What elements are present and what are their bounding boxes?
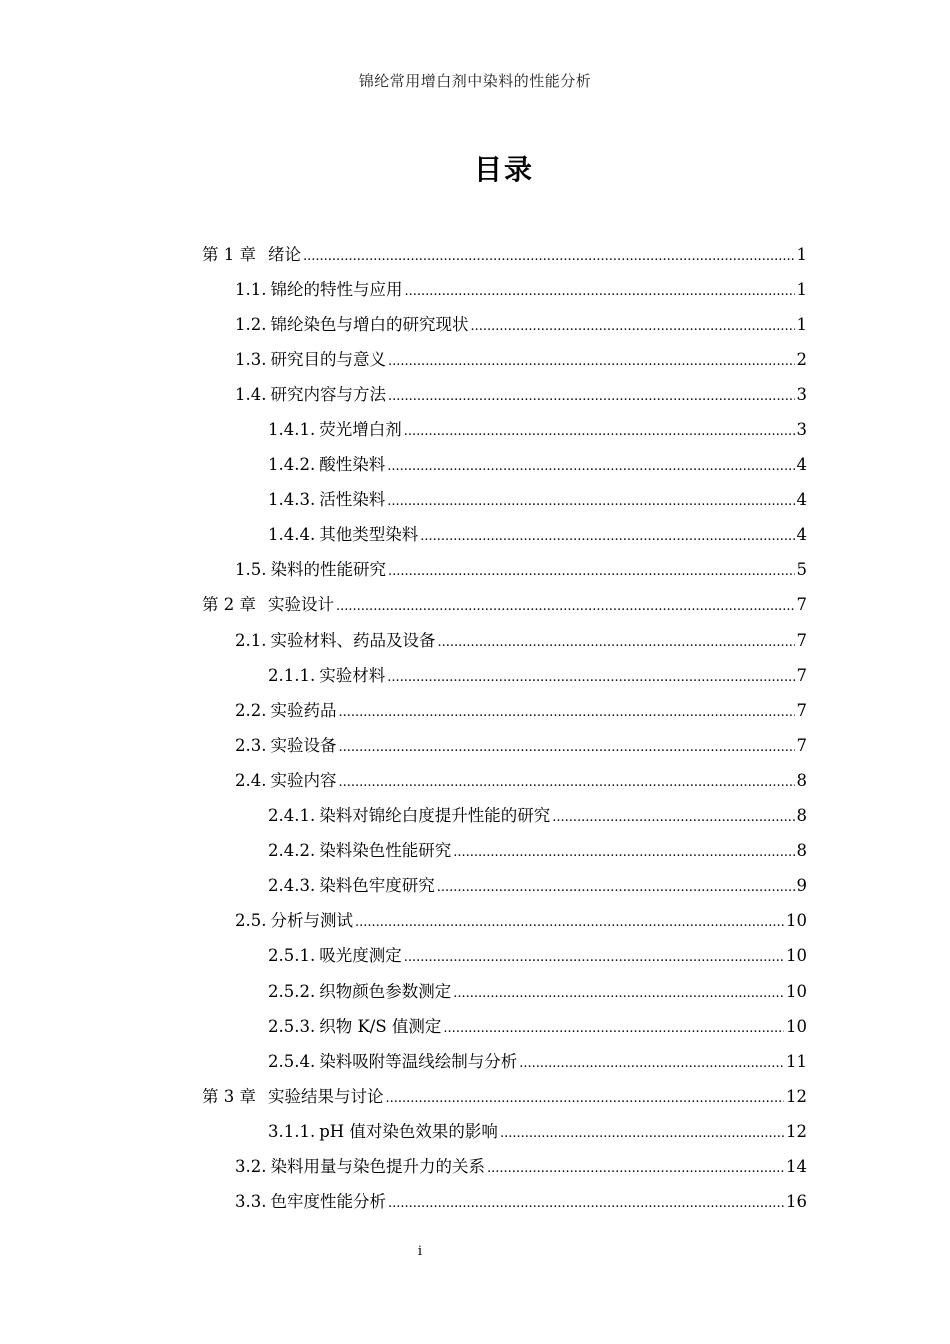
toc-entry-page: 4: [796, 455, 807, 475]
toc-entry[interactable]: [0, 1183, 950, 1218]
toc-entry-text: 实验设计: [268, 595, 334, 615]
toc-entry-line: [268, 416, 807, 440]
toc-dot-leader: [386, 1091, 785, 1106]
toc-entry[interactable]: [0, 1042, 950, 1077]
toc-entry[interactable]: [0, 832, 950, 867]
toc-entry[interactable]: [0, 270, 950, 305]
toc-entry[interactable]: [0, 340, 950, 375]
toc-dot-leader: [519, 1056, 784, 1071]
toc-entry[interactable]: [0, 446, 950, 481]
toc-dot-leader: [443, 1021, 784, 1036]
toc-entry-number: 2.4.3.: [268, 876, 316, 896]
toc-dot-leader: [387, 459, 794, 474]
toc-entry-page: 4: [796, 525, 807, 545]
toc-entry-label: [268, 837, 451, 861]
toc-entry-label: [268, 1048, 517, 1072]
toc-entry[interactable]: [0, 797, 950, 832]
toc-dot-leader: [355, 915, 784, 930]
toc-entry[interactable]: [0, 761, 950, 796]
toc-dot-leader: [404, 424, 795, 439]
toc-entry-label: [235, 732, 337, 756]
toc-entry[interactable]: [0, 1007, 950, 1042]
toc-entry[interactable]: [0, 972, 950, 1007]
toc-entry-line: [235, 1153, 807, 1177]
toc-entry-text: 实验设备: [270, 735, 337, 755]
toc-entry[interactable]: [0, 726, 950, 761]
toc-entry-page: 1: [796, 244, 807, 264]
toc-entry-label: [235, 627, 436, 651]
toc-entry-label: [268, 872, 435, 896]
toc-entry-line: [235, 1188, 807, 1212]
toc-entry-number: 2.4.2.: [268, 841, 316, 861]
table-of-contents: [0, 235, 950, 1218]
toc-dot-leader: [471, 319, 795, 334]
toc-dot-leader: [387, 494, 794, 509]
toc-entry-text: 实验结果与讨论: [268, 1086, 384, 1106]
toc-entry-line: [235, 697, 807, 721]
toc-entry-number: 2.4.1.: [268, 806, 316, 826]
toc-entry-text: 染料染色性能研究: [319, 841, 452, 861]
toc-entry-label: [202, 241, 301, 265]
toc-entry-page: 7: [796, 700, 807, 720]
toc-entry-page: 2: [796, 349, 807, 369]
toc-entry-number: 1.4.4.: [268, 525, 316, 545]
toc-entry-page: 12: [786, 1121, 807, 1141]
toc-entry-number: 1.4.1.: [268, 420, 316, 440]
toc-dot-leader: [453, 986, 784, 1001]
toc-entry-line: [235, 276, 807, 300]
toc-entry-number: 3.1.1.: [268, 1121, 316, 1141]
toc-entry-text: 研究目的与意义: [270, 349, 386, 369]
running-header: 锦纶常用增白剂中染料的性能分析: [358, 72, 592, 90]
toc-entry[interactable]: [0, 937, 950, 972]
toc-dot-leader: [438, 635, 795, 650]
toc-entry-page: 1: [796, 314, 807, 334]
toc-entry-page: 8: [796, 770, 807, 790]
toc-dot-leader: [437, 880, 795, 895]
toc-entry-label: [235, 767, 337, 791]
toc-entry-text: 锦纶的特性与应用: [270, 279, 403, 299]
toc-entry-label: [235, 346, 386, 370]
toc-entry-label: [235, 1153, 485, 1177]
toc-entry-page: 3: [796, 384, 807, 404]
toc-entry-page: 11: [786, 1051, 807, 1071]
toc-entry[interactable]: [0, 1112, 950, 1147]
toc-dot-leader: [339, 705, 795, 720]
toc-dot-leader: [388, 389, 795, 404]
toc-entry-line: [268, 837, 807, 861]
toc-entry-page: 7: [796, 595, 807, 615]
toc-dot-leader: [552, 810, 794, 825]
toc-entry-text: 染料用量与染色提升力的关系: [270, 1156, 485, 1176]
toc-entry-label: [235, 907, 353, 931]
toc-entry-page: 8: [796, 841, 807, 861]
toc-dot-leader: [404, 950, 784, 965]
toc-dot-leader: [339, 740, 795, 755]
toc-entry-label: [235, 697, 337, 721]
toc-entry-label: [268, 486, 385, 510]
toc-entry-label: [268, 802, 550, 826]
toc-entry-number: 2.5.2.: [268, 981, 316, 1001]
toc-dot-leader: [487, 1161, 784, 1176]
toc-entry-number: 3.3.: [235, 1192, 267, 1212]
toc-entry-number: 2.1.: [235, 630, 267, 650]
toc-dot-leader: [336, 599, 795, 614]
toc-entry-text: 其他类型染料: [319, 525, 419, 545]
toc-dot-leader: [420, 529, 794, 544]
toc-entry-label: [235, 311, 469, 335]
page-number: i: [417, 1244, 423, 1259]
toc-entry-page: 3: [796, 420, 807, 440]
toc-entry-text: 色牢度性能分析: [270, 1192, 386, 1212]
toc-entry-page: 10: [786, 981, 807, 1001]
toc-entry-line: [268, 451, 807, 475]
toc-entry-number: 2.1.1.: [268, 665, 316, 685]
toc-entry-number: 1.4.3.: [268, 490, 316, 510]
toc-entry-number: 1.4.2.: [268, 455, 316, 475]
toc-entry[interactable]: [0, 1147, 950, 1182]
toc-entry-line: [235, 732, 807, 756]
toc-entry-label: [268, 1013, 441, 1037]
toc-dot-leader: [388, 564, 795, 579]
toc-entry-text: 吸光度测定: [319, 946, 402, 966]
toc-entry-line: [268, 1048, 807, 1072]
toc-dot-leader: [387, 670, 794, 685]
toc-entry-text: 染料色牢度研究: [319, 876, 435, 896]
toc-entry-text: 分析与测试: [270, 911, 353, 931]
toc-entry-number: 3.2.: [235, 1156, 267, 1176]
toc-entry-text: 荧光增白剂: [319, 420, 402, 440]
toc-entry-number: 2.2.: [235, 700, 267, 720]
toc-entry-label: [268, 451, 385, 475]
toc-entry-line: [235, 346, 807, 370]
toc-entry-line: [268, 978, 807, 1002]
toc-entry-line: [268, 1013, 807, 1037]
toc-entry-number: 2.5.: [235, 911, 267, 931]
toc-entry[interactable]: [0, 621, 950, 656]
toc-entry-page: 7: [796, 735, 807, 755]
toc-entry-label: [268, 978, 451, 1002]
toc-title: 目录: [473, 153, 534, 186]
toc-entry[interactable]: [0, 867, 950, 902]
toc-entry-number: 1.3.: [235, 349, 267, 369]
toc-entry-page: 1: [796, 279, 807, 299]
toc-entry-page: 10: [786, 1016, 807, 1036]
toc-entry-text: pH 值对染色效果的影响: [319, 1121, 498, 1141]
toc-entry-text: 染料吸附等温线绘制与分析: [319, 1051, 518, 1071]
toc-entry-page: 10: [786, 911, 807, 931]
toc-entry-number: 2.3.: [235, 735, 267, 755]
toc-entry[interactable]: [0, 656, 950, 691]
toc-entry[interactable]: [0, 1077, 950, 1112]
toc-entry-number: 1.4.: [235, 384, 267, 404]
toc-entry[interactable]: [0, 375, 950, 410]
toc-entry-label: [268, 416, 402, 440]
toc-entry-line: [202, 591, 807, 615]
toc-entry[interactable]: [0, 551, 950, 586]
toc-entry[interactable]: [0, 586, 950, 621]
toc-entry-label: [235, 556, 386, 580]
toc-entry-number: 2.5.4.: [268, 1051, 316, 1071]
toc-entry[interactable]: [0, 516, 950, 551]
toc-entry-page: 8: [796, 806, 807, 826]
toc-entry-label: [268, 1118, 498, 1142]
toc-entry-line: [235, 627, 807, 651]
toc-entry[interactable]: [0, 235, 950, 270]
toc-entry-label: [235, 1188, 386, 1212]
toc-entry-number: 2.5.3.: [268, 1016, 316, 1036]
toc-entry-label: [202, 591, 334, 615]
toc-entry-text: 实验药品: [270, 700, 337, 720]
toc-entry-text: 实验内容: [270, 770, 337, 790]
toc-entry[interactable]: [0, 410, 950, 445]
toc-entry-text: 实验材料: [319, 665, 386, 685]
toc-entry-page: 9: [796, 876, 807, 896]
toc-entry-label: [268, 662, 385, 686]
toc-entry-label: [268, 942, 402, 966]
toc-entry-line: [202, 1083, 807, 1107]
toc-entry-number: 第 1 章: [202, 244, 256, 264]
toc-dot-leader: [303, 249, 795, 264]
toc-entry-text: 研究内容与方法: [270, 384, 386, 404]
toc-entry-page: 10: [786, 946, 807, 966]
toc-entry-number: 2.4.: [235, 770, 267, 790]
toc-entry-line: [268, 662, 807, 686]
toc-dot-leader: [339, 775, 795, 790]
toc-entry-label: [235, 276, 403, 300]
toc-entry[interactable]: [0, 691, 950, 726]
toc-entry-text: 织物颜色参数测定: [319, 981, 452, 1001]
toc-dot-leader: [500, 1126, 784, 1141]
toc-entry-text: 酸性染料: [319, 455, 386, 475]
toc-entry-line: [268, 802, 807, 826]
toc-entry-line: [268, 521, 807, 545]
toc-entry-page: 4: [796, 490, 807, 510]
toc-entry-number: 1.1.: [235, 279, 267, 299]
toc-dot-leader: [388, 354, 795, 369]
toc-entry-text: 实验材料、药品及设备: [270, 630, 436, 650]
toc-entry-page: 7: [796, 630, 807, 650]
toc-entry-text: 锦纶染色与增白的研究现状: [270, 314, 469, 334]
toc-dot-leader: [453, 845, 794, 860]
toc-entry-page: 14: [786, 1156, 807, 1176]
toc-entry-page: 16: [786, 1192, 807, 1212]
toc-entry-page: 5: [796, 560, 807, 580]
toc-entry-text: 染料对锦纶白度提升性能的研究: [319, 806, 551, 826]
toc-entry[interactable]: [0, 481, 950, 516]
toc-entry-number: 第 3 章: [202, 1086, 256, 1106]
toc-entry-number: 第 2 章: [202, 595, 256, 615]
toc-entry-text: 织物 K/S 值测定: [319, 1016, 442, 1036]
toc-entry-line: [268, 1118, 807, 1142]
toc-entry-line: [202, 241, 807, 265]
toc-entry-line: [235, 767, 807, 791]
toc-entry-page: 7: [796, 665, 807, 685]
toc-entry[interactable]: [0, 305, 950, 340]
toc-entry-number: 2.5.1.: [268, 946, 316, 966]
toc-entry-text: 活性染料: [319, 490, 386, 510]
toc-entry-text: 染料的性能研究: [270, 560, 386, 580]
toc-dot-leader: [388, 1196, 784, 1211]
toc-entry-number: 1.5.: [235, 560, 267, 580]
toc-dot-leader: [405, 284, 795, 299]
toc-entry-line: [235, 556, 807, 580]
toc-entry-line: [268, 486, 807, 510]
toc-entry[interactable]: [0, 902, 950, 937]
toc-entry-line: [268, 942, 807, 966]
toc-entry-page: 12: [786, 1086, 807, 1106]
toc-entry-line: [235, 311, 807, 335]
toc-entry-line: [235, 381, 807, 405]
toc-entry-number: 1.2.: [235, 314, 267, 334]
toc-entry-label: [235, 381, 386, 405]
toc-entry-line: [235, 907, 807, 931]
toc-entry-text: 绪论: [268, 244, 301, 264]
toc-entry-line: [268, 872, 807, 896]
toc-entry-label: [268, 521, 418, 545]
toc-entry-label: [202, 1083, 384, 1107]
